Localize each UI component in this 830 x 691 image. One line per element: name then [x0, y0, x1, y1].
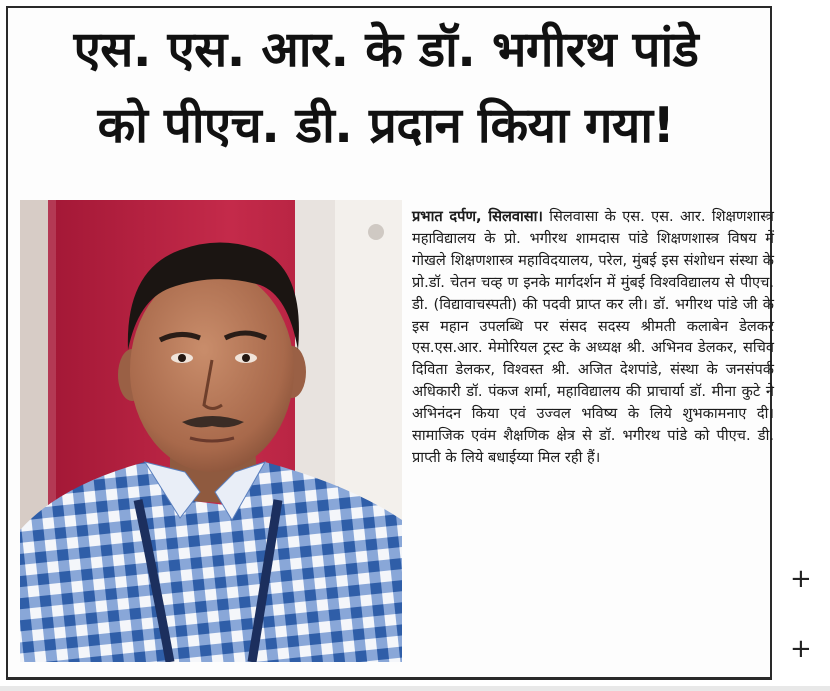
article-body — [412, 206, 774, 469]
bottom-rule — [0, 686, 830, 691]
margin-mark: + — [790, 634, 812, 664]
headline — [10, 12, 762, 164]
headline-line-1: एस. एस. आर. के डॉ. भगीरथ पांडे — [73, 21, 699, 78]
headline-line-2: को पीएच. डी. प्रदान किया गया! — [97, 97, 675, 154]
article-dateline: प्रभात दर्पण, सिलवासा। — [412, 208, 543, 225]
portrait-photo — [20, 200, 402, 662]
article-text: सिलवासा के एस. एस. आर. शिक्षणशास्त्र महाविद्यालय के प्रो. भगीरथ शामदास पांडे शिक्षणशास्त्र विषय में गोखले शिक्षणशास्त्र महाविदयालय, परेल, मुंबई इस संशोधन संस्था के प्रो.डॉ. चेतन चव्ह ण इनके मार्गदर्शन में मुंबई विश्वविद्यालय से पीएच. डी. (विद्यावाचस्पती) की पदवी प्राप्त कर ली। डॉ. भगीरथ पांडे जी के इस महान उपलब्धि पर संसद सदस्य श्रीमती कलाबेन डेलकर एस.एस.आर. मेमोरियल ट्रस्ट के अध्यक्ष श्री. अभिनव डेलकर, सचिव दिविता डेलकर, विश्वस्त श्री. अजित देशपांडे, संस्था के जनसंपर्क अधिकारी डॉ. पंकज शर्मा, महाविद्यालय की प्राचार्या डॉ. मीना कुटे ने अभिनंदन किया एवं उज्वल भविष्य के लिये शुभकामनाए दी। सामाजिक एवंम शैक्षणिक क्षेत्र से डॉ. भगीरथ पांडे को पीएच. डी. प्राप्ती के लिये बधाईय्या मिल रही हैं। — [412, 208, 774, 466]
margin-mark: + — [790, 564, 812, 594]
